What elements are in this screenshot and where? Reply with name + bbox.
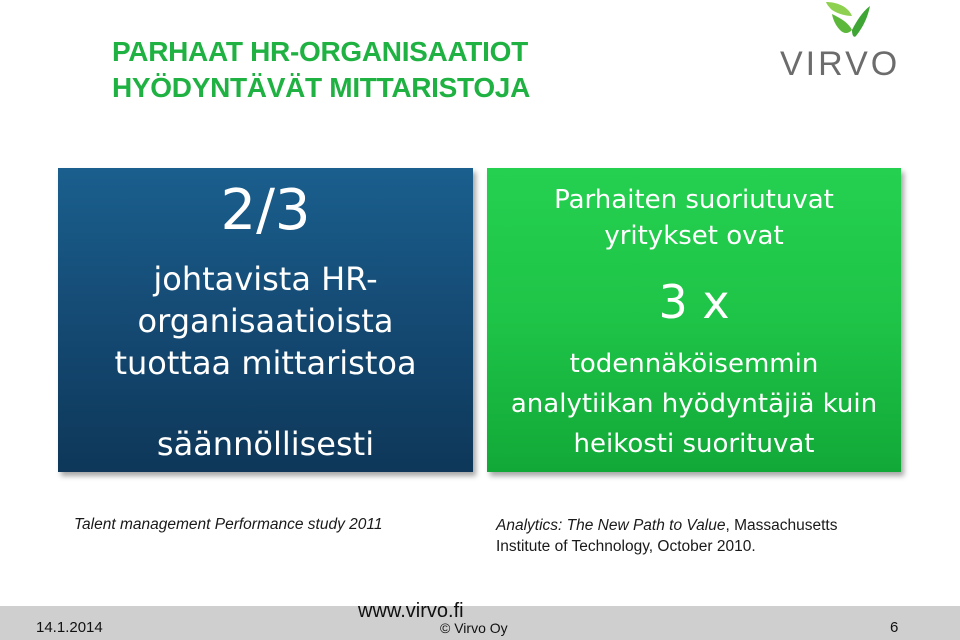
- footer-date: 14.1.2014: [36, 619, 103, 636]
- left-panel-last-line: säännöllisesti: [156, 425, 375, 463]
- left-panel-line: tuottaa mittaristoa: [114, 344, 417, 382]
- slide-title: [112, 34, 530, 106]
- right-panel-big-number: 3 x: [658, 275, 730, 329]
- right-stat-panel: [487, 168, 901, 472]
- left-source-caption: Talent management Performance study 2011: [74, 516, 383, 533]
- slide-title-line-1: PARHAAT HR-ORGANISAATIOT: [112, 36, 528, 67]
- slide-title-line-2: HYÖDYNTÄVÄT MITTARISTOJA: [112, 72, 530, 103]
- footer-page-number: 6: [890, 619, 899, 636]
- virvo-logo: [780, 0, 910, 85]
- right-panel-line: analytiikan hyödyntäjiä kuin: [510, 389, 878, 419]
- left-panel-line: johtavista HR-: [153, 260, 378, 298]
- source-rest-1: , Massachusetts: [725, 517, 838, 534]
- right-panel-line: heikosti suorituvat: [573, 429, 815, 459]
- logo-wordmark: VIRVO: [780, 45, 901, 83]
- right-panel-top-text: [487, 182, 901, 254]
- left-stat-panel: [58, 168, 473, 472]
- right-panel-line: todennäköisemmin: [569, 349, 819, 379]
- footer-url: www.virvo.fi: [358, 600, 464, 622]
- right-source-caption: [496, 515, 936, 557]
- left-panel-big-number: 2/3: [220, 178, 311, 243]
- leaf-checkmark-icon: [822, 0, 872, 48]
- right-panel-line: Parhaiten suoriutuvat: [554, 185, 834, 215]
- right-panel-line: yritykset ovat: [604, 221, 784, 251]
- left-panel-line: organisaatioista: [137, 302, 394, 340]
- right-panel-bottom-text: [487, 344, 901, 464]
- footer-copyright: © Virvo Oy: [440, 620, 508, 636]
- source-title: Analytics: The New Path to Value: [496, 517, 726, 534]
- source-rest-2: Institute of Technology, October 2010.: [496, 538, 756, 555]
- left-panel-text: [58, 258, 473, 384]
